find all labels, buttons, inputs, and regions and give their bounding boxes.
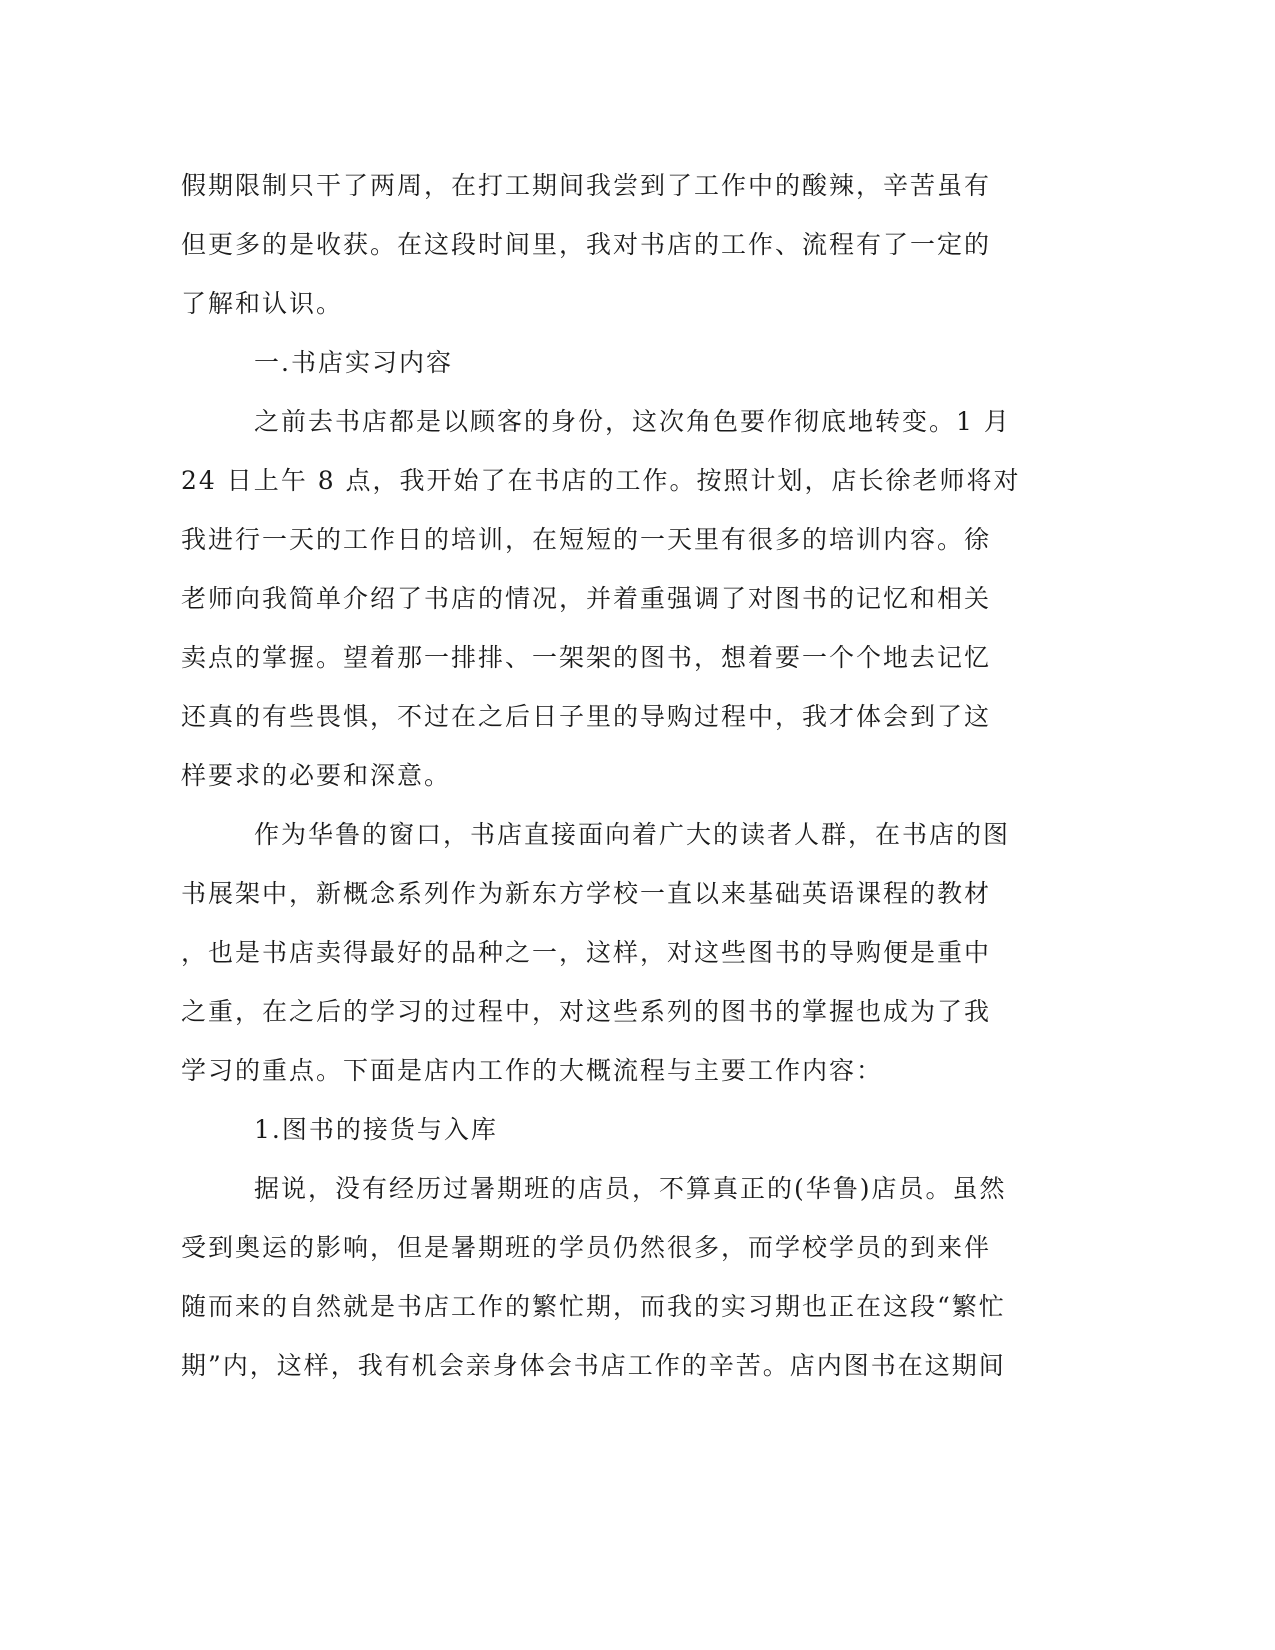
text-line: 之前去书店都是以顾客的身份，这次角色要作彻底地转变。1 月 <box>254 407 1011 436</box>
text-line: 期”内，这样，我有机会亲身体会书店工作的辛苦。店内图书在这期间 <box>181 1351 1006 1380</box>
text-line: 书展架中，新概念系列作为新东方学校一直以来基础英语课程的教材 <box>181 879 992 908</box>
text-line: 了解和认识。 <box>181 289 344 318</box>
section-heading: 一.书店实习内容 <box>254 348 453 377</box>
text-line: 卖点的掌握。望着那一排排、一架架的图书，想着要一个个地去记忆 <box>181 643 992 672</box>
text-line: 24 日上午 8 点，我开始了在书店的工作。按照计划，店长徐老师将对 <box>181 466 1021 495</box>
text-line: 还真的有些畏惧，不过在之后日子里的导购过程中，我才体会到了这 <box>181 702 992 731</box>
subsection-heading: 1.图书的接货与入库 <box>254 1115 498 1144</box>
text-line: 之重，在之后的学习的过程中，对这些系列的图书的掌握也成为了我 <box>181 997 992 1026</box>
text-line: 但更多的是收获。在这段时间里，我对书店的工作、流程有了一定的 <box>181 230 992 259</box>
text-line: 学习的重点。下面是店内工作的大概流程与主要工作内容： <box>181 1056 884 1085</box>
text-line: 作为华鲁的窗口，书店直接面向着广大的读者人群，在书店的图 <box>254 820 1011 849</box>
text-line: 受到奥运的影响，但是暑期班的学员仍然很多，而学校学员的到来伴 <box>181 1233 992 1262</box>
text-line: 样要求的必要和深意。 <box>181 761 452 790</box>
text-line: 老师向我简单介绍了书店的情况，并着重强调了对图书的记忆和相关 <box>181 584 992 613</box>
text-line: 我进行一天的工作日的培训，在短短的一天里有很多的培训内容。徐 <box>181 525 992 554</box>
text-line: 假期限制只干了两周，在打工期间我尝到了工作中的酸辣，辛苦虽有 <box>181 171 992 200</box>
text-line: 随而来的自然就是书店工作的繁忙期，而我的实习期也正在这段“繁忙 <box>181 1292 1006 1321</box>
text-line: ，也是书店卖得最好的品种之一，这样，对这些图书的导购便是重中 <box>181 938 992 967</box>
document-body <box>181 156 1031 1395</box>
text-line: 据说，没有经历过暑期班的店员，不算真正的(华鲁)店员。虽然 <box>254 1174 1007 1203</box>
